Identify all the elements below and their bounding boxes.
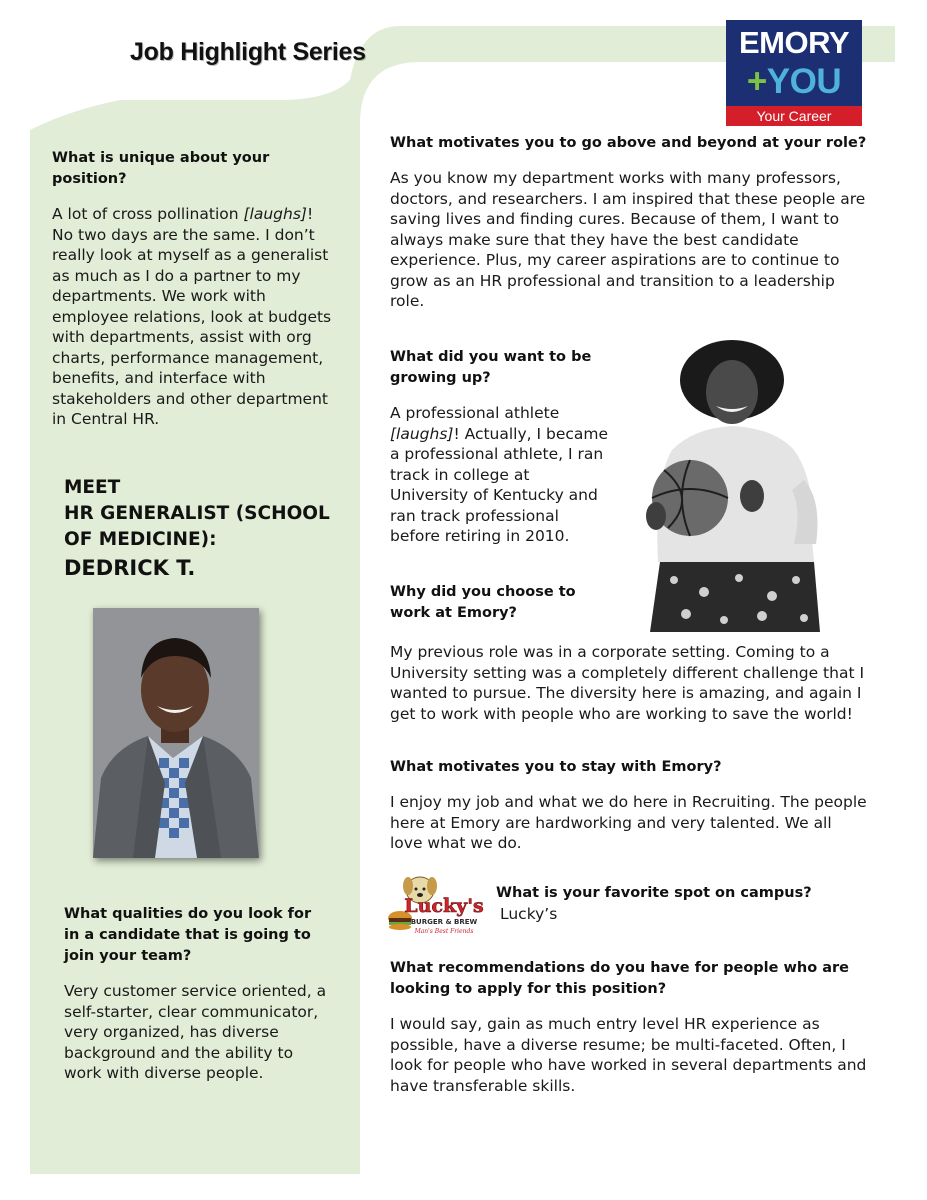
- portrait-photo: [93, 608, 259, 858]
- meet-label: MEET: [64, 477, 121, 498]
- recommendations-block: [390, 958, 868, 1096]
- favorite-spot-block: [496, 883, 856, 925]
- growing-up-block: [390, 347, 610, 547]
- answer-motivate: As you know my department works with many professors, doctors, and researchers. I am inspired that these people are saving lives and finding cures. Because of them, I want to always make sure that they have the best candidate experience. Plus, my career aspirations are to continue to grow as an HR professional and transition to a leadership role.: [390, 169, 866, 310]
- logo-line1: EMORY: [738, 25, 850, 60]
- answer-growing-up: A professional athlete [laughs]! Actually, I became a professional athlete, I ran track in college at University of Kentucky and ran track professional before retiring in 2010.: [390, 404, 609, 545]
- question-motivate: What motivates you to go above and beyond at your role?: [390, 135, 867, 151]
- why-emory-block: [390, 582, 868, 724]
- question-favorite-spot: What is your favorite spot on campus?: [496, 885, 812, 901]
- question-growing-up: What did you want to be growing up?: [390, 349, 592, 386]
- stay-block: [390, 757, 868, 854]
- answer-favorite-spot: Lucky’s: [500, 905, 558, 923]
- question-qualities: What qualities do you look for in a candidate that is going to join your team?: [64, 906, 312, 964]
- luckys-logo: [386, 872, 484, 938]
- question-recommendations: What recommendations do you have for people who are looking to apply for this position?: [390, 960, 850, 997]
- answer-why-emory: My previous role was in a corporate setting. Coming to a University setting was a completely different challenge that I wanted to pursue. The diversity here is amazing, and again I get to work with people who are working to save the world!: [390, 643, 865, 723]
- luckys-tag: Man's Best Friends: [414, 928, 474, 935]
- qualities-block: [64, 904, 329, 1084]
- question-stay: What motivates you to stay with Emory?: [390, 759, 722, 775]
- answer-qualities: Very customer service oriented, a self-starter, clear communicator, very organized, has diverse background and the ability to work with diverse people.: [64, 982, 327, 1082]
- question-unique: What is unique about your position?: [52, 150, 270, 187]
- motivate-block: [390, 133, 868, 312]
- meet-heading: [64, 475, 344, 583]
- question-why-emory: Why did you choose to work at Emory?: [390, 584, 576, 621]
- luckys-name: Lucky's: [404, 895, 484, 917]
- answer-stay: I enjoy my job and what we do here in Recruiting. The people here at Emory are hardworking and very talented. We all love what we do.: [390, 793, 867, 852]
- answer-recommendations: I would say, gain as much entry level HR experience as possible, have a diverse resume; be multi-faceted. Often, I look for people who have worked in several departments and have transferable skills.: [390, 1015, 867, 1095]
- emory-you-logo: [726, 20, 862, 126]
- meet-name: DEDRICK T.: [64, 556, 196, 580]
- logo-line2: YOU: [766, 62, 842, 101]
- page-title: Job Highlight Series: [130, 38, 366, 66]
- answer-unique: A lot of cross pollination [laughs]! No two days are the same. I don’t really look at myself as a generalist as much as I do a partner to my departments. We work with employee relations, look at budgets with departments, assist with org charts, performance management, benefits, and interface with stakeholders and other department in Central HR.: [52, 205, 332, 428]
- logo-plus: +: [746, 62, 767, 101]
- unique-position-block: [52, 148, 337, 430]
- logo-tagline: Your Career: [726, 106, 862, 126]
- luckys-sub: BURGER & BREW: [410, 918, 478, 926]
- meet-role: HR GENERALIST (SCHOOL OF MEDICINE):: [64, 503, 330, 550]
